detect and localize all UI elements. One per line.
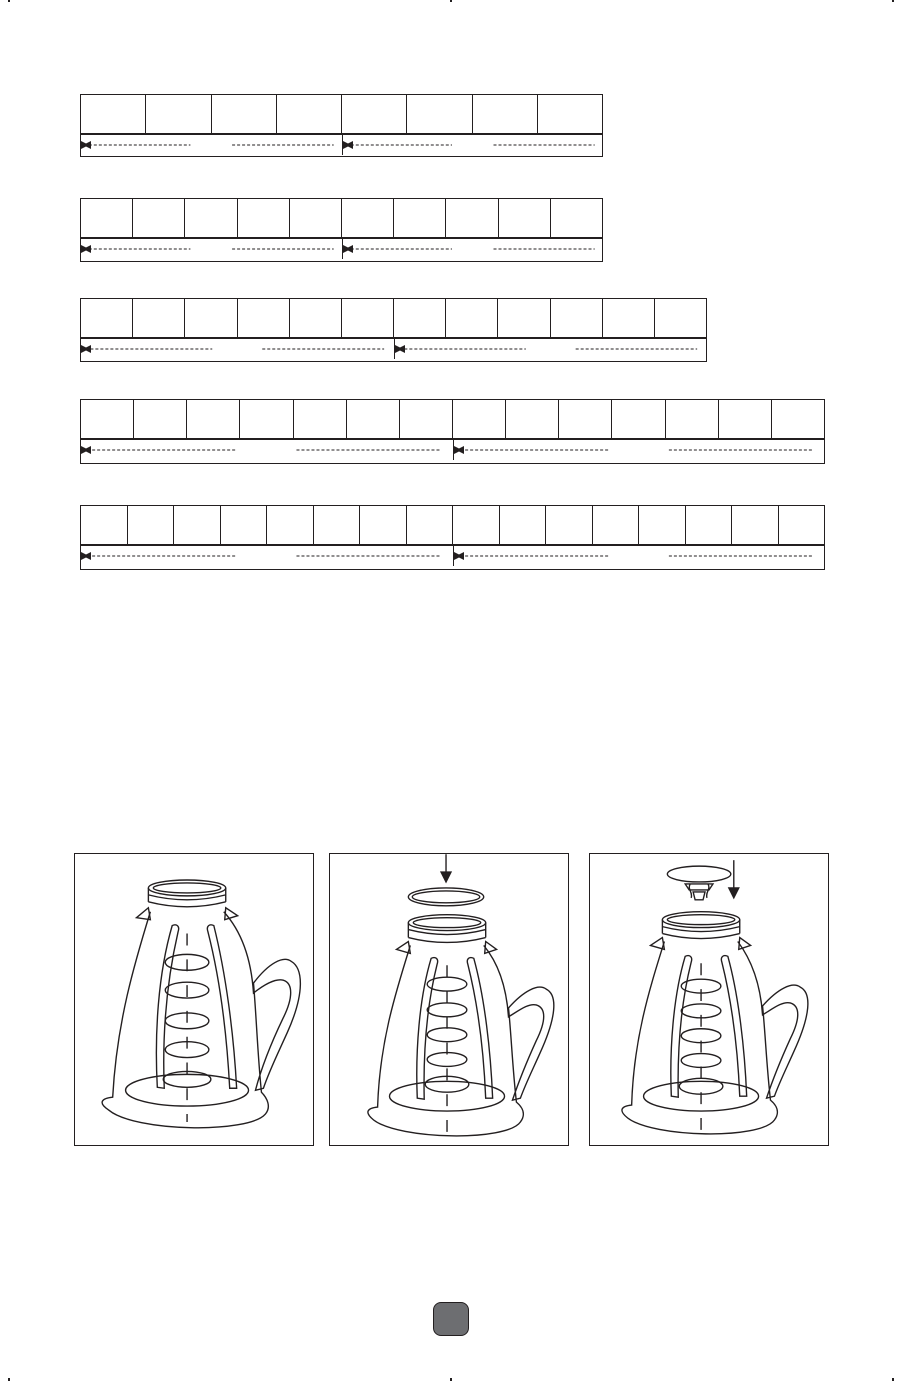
speed-cell (538, 95, 602, 133)
crop-mark (8, 0, 10, 2)
speed-cell (407, 506, 454, 544)
speed-cell (133, 299, 185, 337)
speed-cell (240, 400, 293, 438)
jar-body (102, 912, 300, 1128)
speed-cell (342, 95, 407, 133)
speed-cell (277, 95, 342, 133)
jar-body (368, 945, 554, 1135)
jar-with-blade-illustration (590, 854, 828, 1145)
speed-cell (185, 199, 237, 237)
speed-cell (400, 400, 453, 438)
speed-cell (342, 199, 394, 237)
double-arrow-icon (81, 135, 342, 155)
speed-cell (446, 199, 498, 237)
speed-cell-row (81, 299, 706, 339)
double-arrow-icon (81, 339, 394, 359)
speed-cell (603, 299, 655, 337)
down-arrow-icon (729, 860, 739, 898)
speed-cell (134, 400, 187, 438)
speed-cell (212, 95, 277, 133)
double-arrow-icon (342, 135, 603, 155)
speed-cell (146, 95, 211, 133)
speed-cell (238, 299, 290, 337)
speed-cell (453, 506, 500, 544)
speed-cell (612, 400, 665, 438)
speed-cell (221, 506, 268, 544)
speed-cell-row (81, 506, 824, 546)
crop-mark (450, 0, 452, 2)
speed-cell (360, 506, 407, 544)
jar-illustration (75, 854, 313, 1145)
speed-cell (732, 506, 779, 544)
speed-range-arrows (81, 546, 824, 566)
double-arrow-icon (453, 440, 825, 460)
speed-cell (81, 506, 128, 544)
speed-cell (81, 400, 134, 438)
speed-cell (473, 95, 538, 133)
assembly-step-3-panel (589, 853, 829, 1146)
assembly-step-2-panel (329, 853, 569, 1146)
speed-cell-row (81, 400, 824, 440)
speed-cell (128, 506, 175, 544)
speed-table-12 (80, 298, 707, 362)
speed-cell (498, 299, 550, 337)
speed-cell (506, 400, 559, 438)
speed-cell (185, 299, 237, 337)
speed-cell (551, 299, 603, 337)
speed-range-arrows (81, 440, 824, 460)
speed-cell (290, 199, 342, 237)
speed-cell (779, 506, 825, 544)
double-arrow-icon (394, 339, 707, 359)
double-arrow-icon (81, 239, 342, 259)
jar-body (622, 941, 808, 1133)
speed-cell (394, 199, 446, 237)
speed-cell (267, 506, 314, 544)
speed-cell (686, 506, 733, 544)
speed-cell (499, 199, 551, 237)
speed-cell (666, 400, 719, 438)
blade-assembly (667, 866, 730, 900)
speed-cell (81, 299, 133, 337)
speed-cell (187, 400, 240, 438)
double-arrow-icon (342, 239, 603, 259)
speed-table-16 (80, 505, 825, 570)
speed-cell (446, 299, 498, 337)
crop-mark (892, 0, 894, 2)
speed-cell (290, 299, 342, 337)
speed-cell (342, 299, 394, 337)
speed-range-arrows (81, 339, 706, 359)
sealing-ring (408, 888, 483, 906)
jar-lid-ring (408, 915, 485, 943)
double-arrow-icon (453, 546, 825, 566)
jar-lid-ring (662, 912, 739, 939)
speed-cell (500, 506, 547, 544)
speed-cell (655, 299, 706, 337)
jar-lid-ring (148, 880, 225, 907)
speed-cell (81, 95, 146, 133)
double-arrow-icon (81, 546, 453, 566)
speed-cell (407, 95, 472, 133)
speed-cell (294, 400, 347, 438)
speed-table-8 (80, 94, 603, 157)
speed-cell (394, 299, 446, 337)
down-arrow-icon (441, 854, 451, 882)
speed-cell (238, 199, 290, 237)
speed-cell (559, 400, 612, 438)
jar-with-ring-illustration (330, 854, 568, 1145)
speed-cell (719, 400, 772, 438)
speed-cell (593, 506, 640, 544)
speed-cell (133, 199, 185, 237)
speed-cell (639, 506, 686, 544)
speed-cell (314, 506, 361, 544)
speed-cell (772, 400, 824, 438)
speed-table-14 (80, 399, 825, 464)
speed-cell (347, 400, 400, 438)
speed-range-arrows (81, 135, 602, 155)
speed-cell-row (81, 95, 602, 135)
double-arrow-icon (81, 440, 453, 460)
speed-cell (81, 199, 133, 237)
page-number-badge (433, 1302, 469, 1336)
speed-range-arrows (81, 239, 602, 259)
speed-cell-row (81, 199, 602, 239)
speed-table-10 (80, 198, 603, 262)
speed-cell (453, 400, 506, 438)
assembly-step-1-panel (74, 853, 314, 1146)
speed-cell (551, 199, 602, 237)
speed-cell (174, 506, 221, 544)
speed-cell (546, 506, 593, 544)
